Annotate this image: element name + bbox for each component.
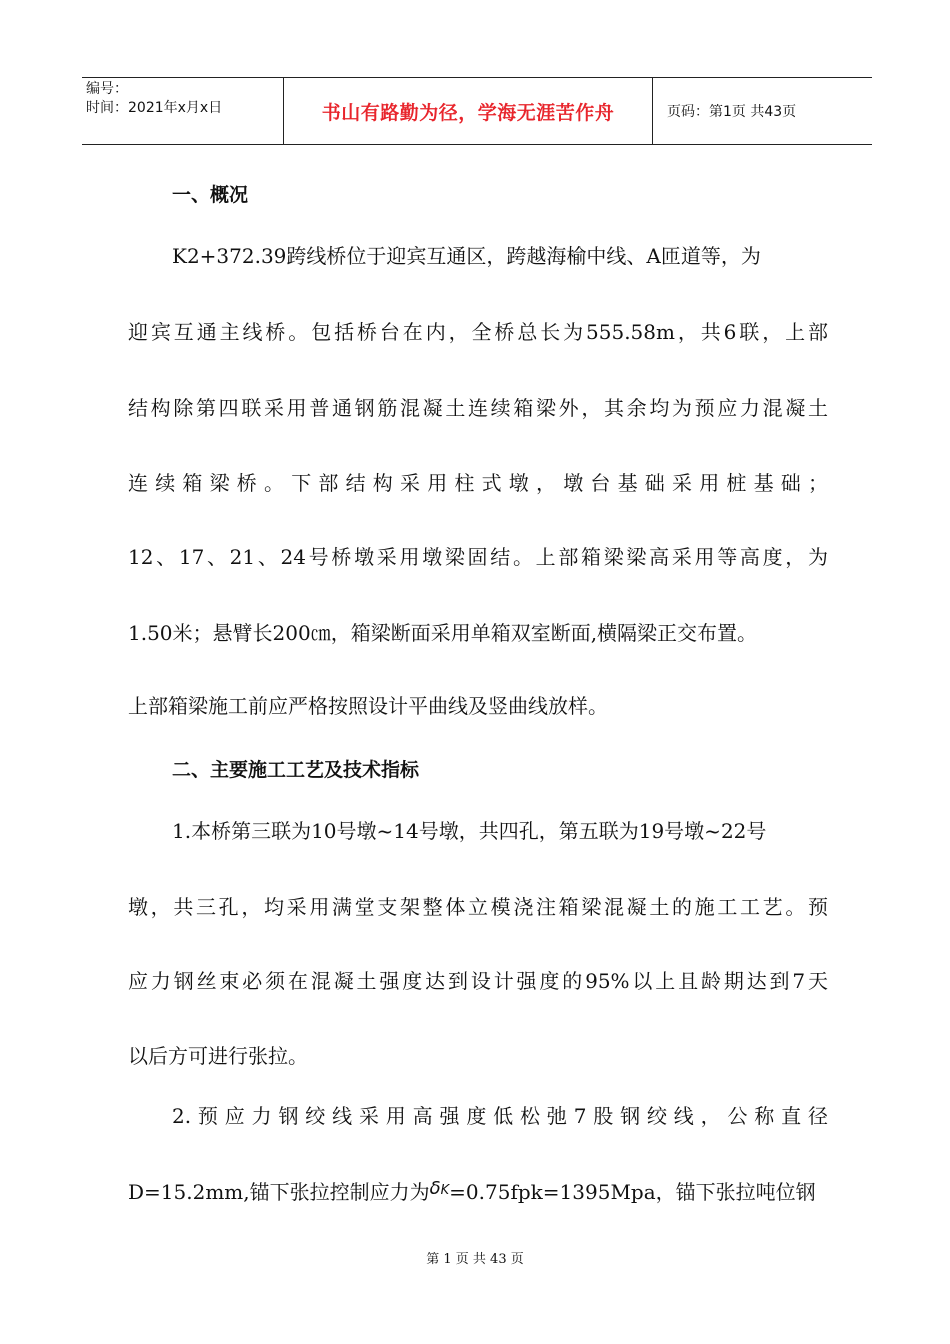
- number-label: 编号：: [86, 81, 128, 97]
- paragraph-line: 上部箱梁施工前应严格按照设计平曲线及竖曲线放样。: [128, 694, 608, 718]
- text-segment: D=15.2mm,锚下张拉控制应力为: [128, 1180, 430, 1204]
- page-footer: 第 1 页 共 43 页: [426, 1252, 524, 1267]
- paragraph-line: 以后方可进行张拉。: [128, 1044, 308, 1068]
- header-motto-cell: [283, 78, 653, 144]
- paragraph-line: 1.50米；悬臂长200㎝，箱梁断面采用单箱双室断面,横隔梁正交布置。: [128, 621, 758, 645]
- paragraph-line: 应力钢丝束必须在混凝土强度达到设计强度的95%以上且龄期达到7天: [128, 969, 828, 993]
- header-page-info: 页码：第1页 共43页: [667, 104, 797, 120]
- paragraph-line: 结构除第四联采用普通钢筋混凝土连续箱梁外，其余均为预应力混凝土: [128, 396, 828, 420]
- text-segment: =0.75fpk=1395Mpa，锚下张拉吨位钢: [449, 1180, 816, 1204]
- section-heading-process: 二、主要施工工艺及技术指标: [172, 759, 420, 781]
- symbol-subscript: K: [440, 1183, 450, 1198]
- header-meta: [82, 78, 282, 144]
- paragraph-line: 连续箱梁桥。下部结构采用柱式墩，墩台基础采用桩基础；: [128, 471, 828, 495]
- section-heading-overview: 一、概况: [172, 184, 249, 206]
- paragraph-line: 12、17、21、24号桥墩采用墩梁固结。上部箱梁梁高采用等高度，为: [128, 545, 828, 569]
- paragraph-line: 2.预应力钢绞线采用高强度低松弛7股钢绞线，公称直径: [172, 1104, 828, 1128]
- symbol-letter: δ: [429, 1178, 441, 1199]
- paragraph-line: 1.本桥第三联为10号墩~14号墩，共四孔，第五联为19号墩~22号: [172, 819, 767, 843]
- time-label: 时间：2021年x月x日: [86, 100, 223, 116]
- paragraph-line: K2+372.39跨线桥位于迎宾互通区，跨越海榆中线、A匝道等，为: [172, 244, 761, 268]
- paragraph-line-with-symbol: [128, 1178, 828, 1210]
- sigma-k-symbol: [430, 1178, 450, 1199]
- header-motto: 书山有路勤为径，学海无涯苦作舟: [321, 101, 615, 124]
- paragraph-line: 墩，共三孔，均采用满堂支架整体立模浇注箱梁混凝土的施工工艺。预: [128, 895, 828, 919]
- paragraph-line: 迎宾互通主线桥。包括桥台在内，全桥总长为555.58m，共6联，上部: [128, 320, 828, 344]
- header-page-info-cell: [667, 78, 872, 144]
- page-header: [82, 77, 872, 145]
